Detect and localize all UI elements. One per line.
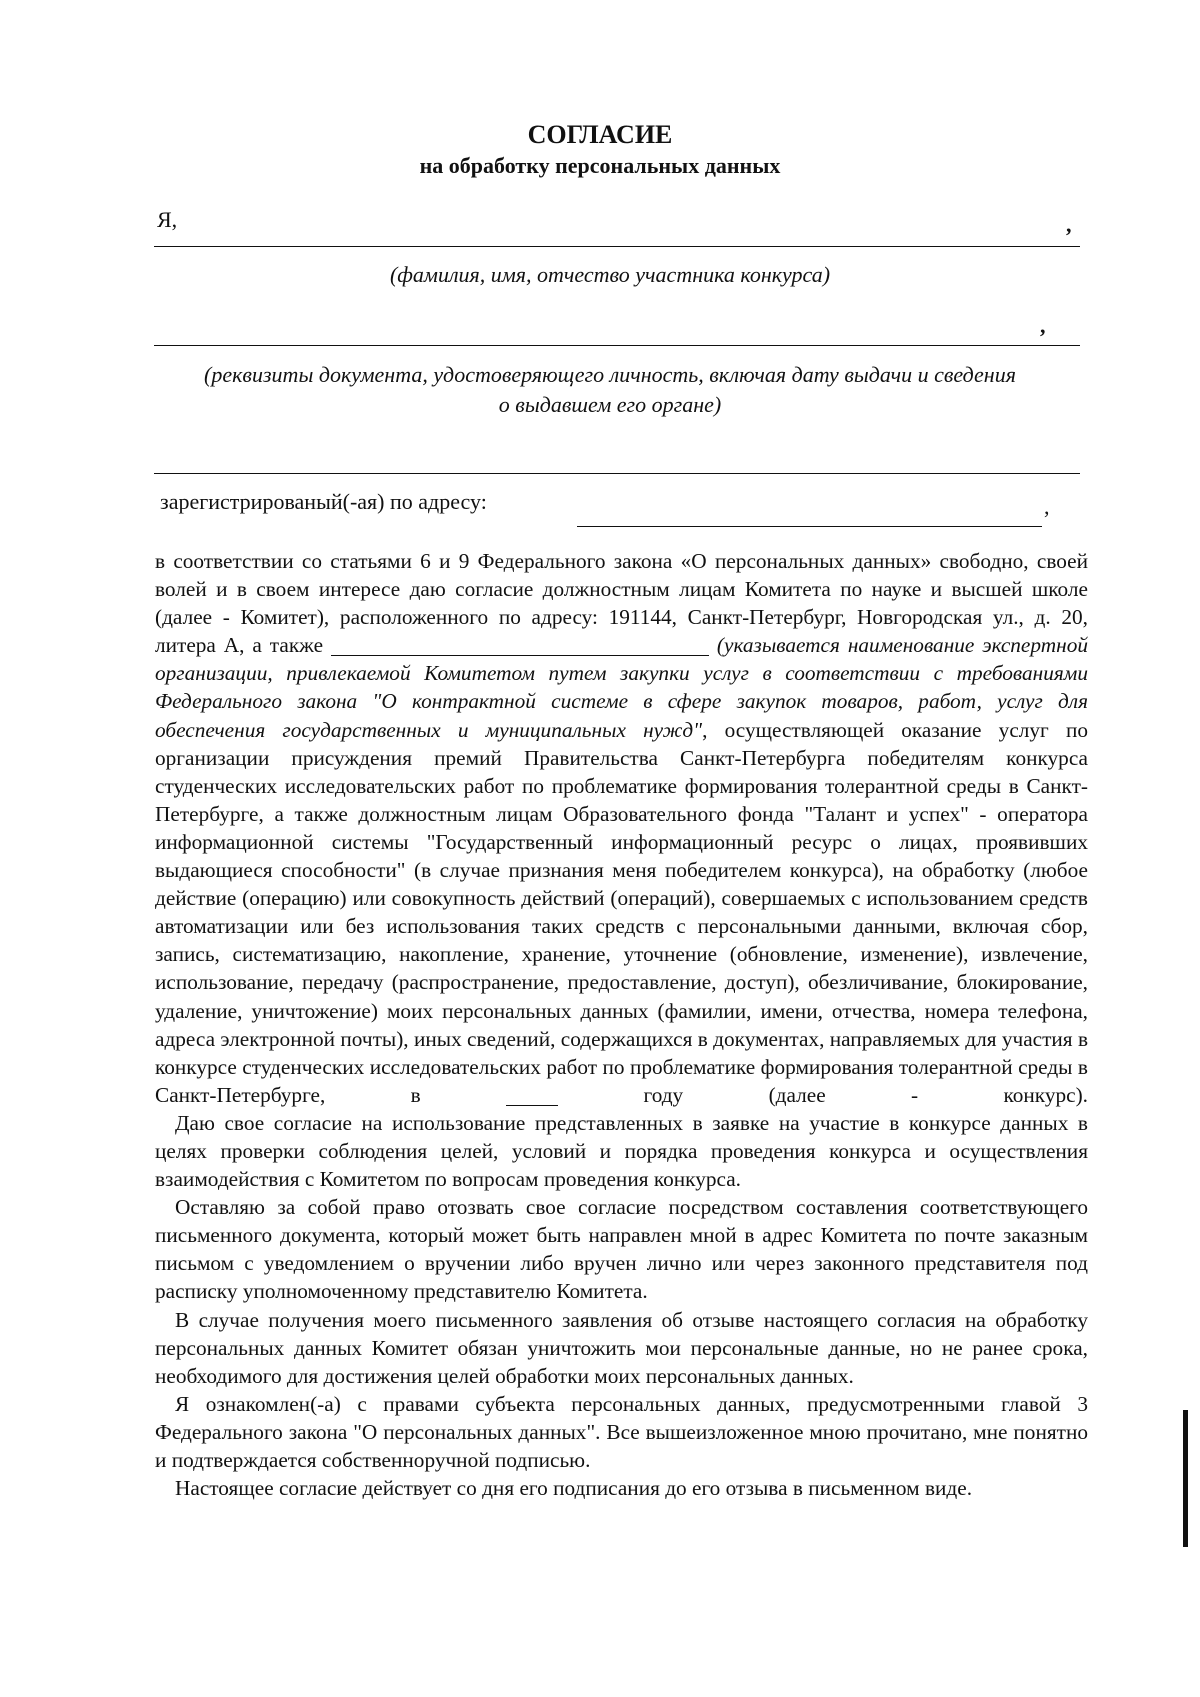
document-details-fill-line	[154, 345, 1080, 346]
paragraph-main-text-c: году (далее - конкурс).	[643, 1082, 1089, 1107]
scan-margin-mark	[1183, 1410, 1188, 1547]
paragraph-main-italic: (указывается наименование экспертной организации, привлекаемой Комитетом путем закупки услуг в соответствии с требованиями Федерального закона "О контрактной системе в сфере закупок товаров, работ, услуг для обеспечения государственных и муниципальных нужд"	[155, 633, 1088, 742]
address-comma: ,	[1044, 494, 1050, 519]
extra-fill-line	[154, 473, 1080, 474]
expert-organization-blank	[331, 633, 709, 656]
consent-paragraph-main	[155, 547, 1088, 1109]
document-subtitle: на обработку персональных данных	[419, 153, 781, 178]
consent-paragraph-rights: Я ознакомлен(-а) с правами субъекта персональных данных, предусмотренными главой 3 Федерального закона "О персональных данных". Все вышеизложенное мною прочитано, мне понятно и подтверждается собственноручной подписью.	[155, 1391, 1088, 1472]
document-details-comma: ,	[1040, 313, 1046, 338]
year-blank	[506, 1083, 558, 1106]
consent-paragraph-withdrawal: Оставляю за собой право отозвать свое согласие посредством составления соответствующего письменного документа, который может быть направлен мной в адрес Комитета по почте заказным письмом с уведомлением о вручении либо вручен лично или через законного представителя под расписку уполномоченному представителю Комитета.	[155, 1195, 1088, 1304]
consent-paragraph-validity: Настоящее согласие действует со дня его подписания до его отзыва в письменном виде.	[175, 1476, 973, 1501]
address-fill-line	[577, 526, 1042, 527]
fio-fill-line	[154, 246, 1080, 247]
i-label: Я,	[157, 207, 178, 232]
consent-body	[155, 547, 1088, 1502]
caption-fio: (фамилия, имя, отчество участника конкурса)	[389, 262, 831, 287]
document-title: СОГЛАСИЕ	[527, 120, 673, 149]
caption-document-line2: о выдавшем его органе)	[498, 392, 722, 417]
caption-document-line1: (реквизиты документа, удостоверяющего личность, включая дату выдачи и сведения	[204, 362, 1016, 387]
fio-comma: ,	[1066, 212, 1072, 237]
paragraph-main-text-a: в соответствии со статьями 6 и 9 Федерального закона «О персональных данных» свободно, своей волей и в своем интересе даю согласие должностным лицам Комитета по науке и высшей школе (далее - Комитет), расположенного по адресу: 191144, Санкт-Петербург, Новгородская ул., д. 20, литера А, а также	[155, 549, 1088, 658]
paragraph-main-text-b: , осуществляющей оказание услуг по организации присуждения премий Правительства Санкт-Петербурга победителям конкурса студенческих исследовательских работ по проблематике формирования толерантной среды в Санкт-Петербурге, а также должностным лицам Образовательного фонда "Талант и успех" - оператора информационной системы "Государственный информационный ресурс о лицах, проявивших выдающиеся способности" (в случае признания меня победителем конкурса), на обработку (любое действие (операцию) или совокупность действий (операций), совершаемых с использованием средств автоматизации или без использования таких средств с персональными данными, включая сбор, запись, систематизацию, накопление, хранение, уточнение (обновление, изменение), извлечение, использование, передачу (распространение, предоставление, доступ), обезличивание, блокирование, удаление, уничтожение) моих персональных данных (фамилии, имени, отчества, номера телефона, адреса электронной почты), иных сведений, содержащихся в документах, направляемых для участия в конкурсе студенческих исследовательских работ по проблематике формирования толерантной среды в Санкт-Петербурге, в	[155, 717, 1088, 1107]
consent-paragraph-destruction: В случае получения моего письменного заявления об отзыве настоящего согласия на обработку персональных данных Комитет обязан уничтожить мои персональные данные, но не ранее срока, необходимого для достижения целей обработки моих персональных данных.	[155, 1307, 1088, 1388]
consent-paragraph-usage: Даю свое согласие на использование представленных в заявке на участие в конкурсе данных в целях проверки соблюдения целей, условий и порядка проведения конкурса и осуществления взаимодействия с Комитетом по вопросам проведения конкурса.	[155, 1110, 1088, 1192]
address-label: зарегистрированый(-ая) по адресу:	[160, 489, 487, 514]
